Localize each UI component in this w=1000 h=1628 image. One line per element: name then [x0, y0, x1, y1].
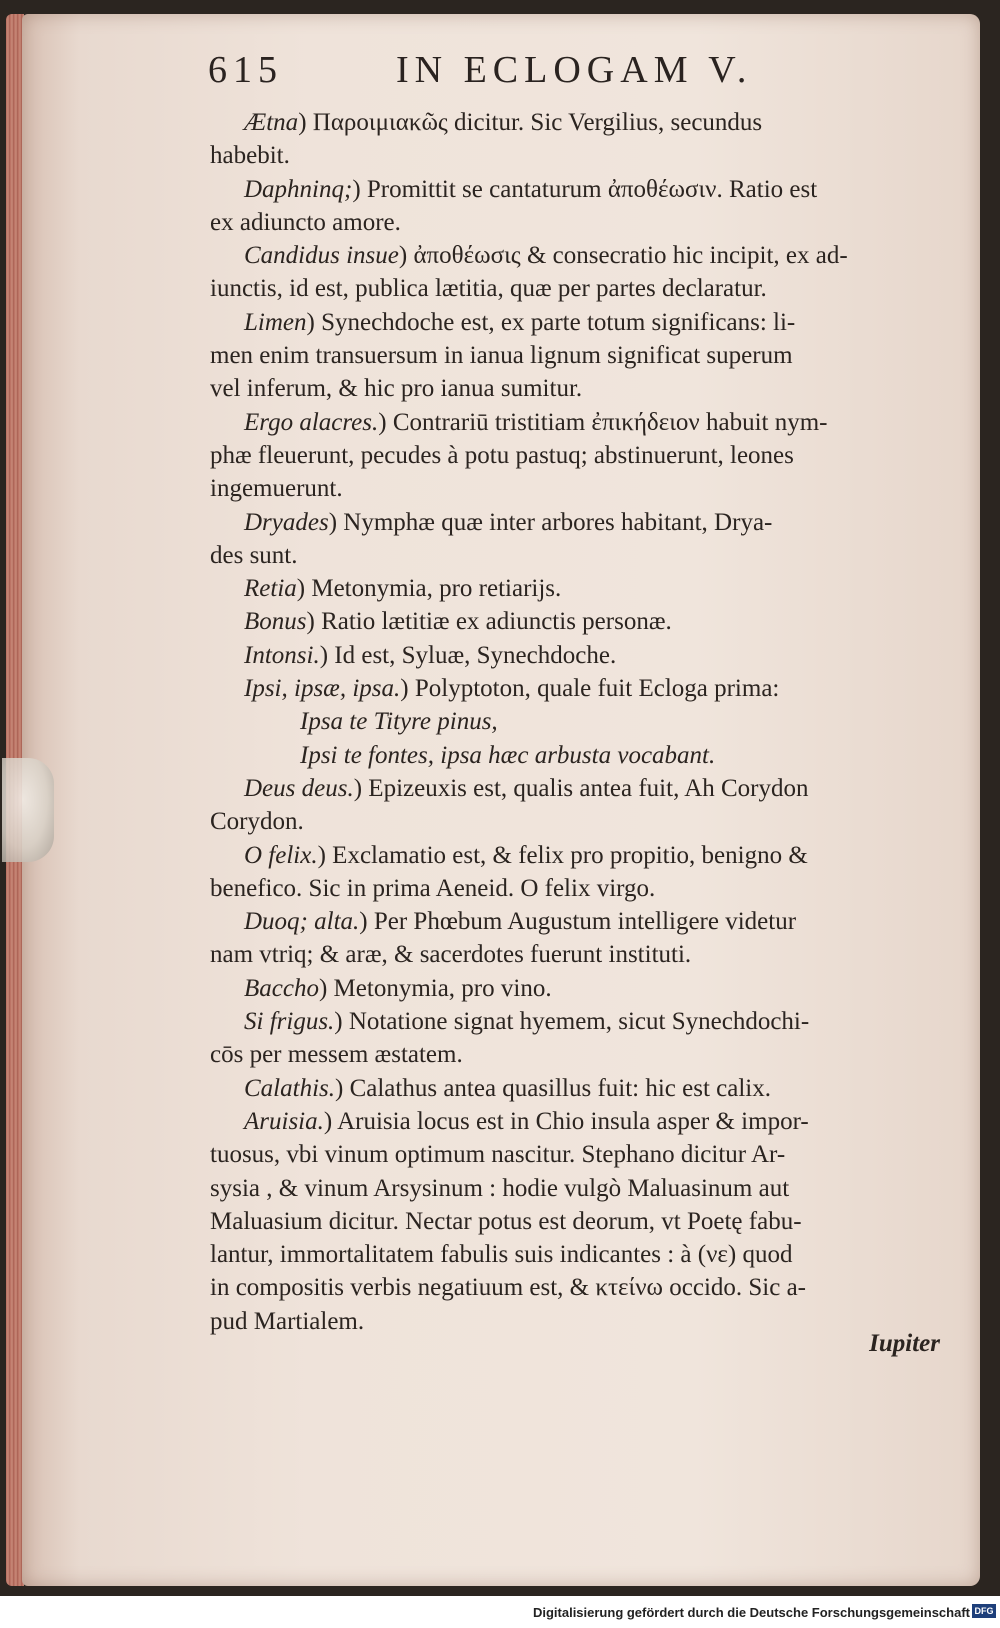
lemma: Si frigus.	[244, 1008, 335, 1036]
lemma: Calathis.	[244, 1074, 335, 1102]
line-text: Corydon.	[210, 808, 304, 836]
line-text: des sunt.	[210, 541, 298, 569]
line-text: iunctis, id est, publica lætitia, quæ per partes declaratur.	[210, 275, 767, 303]
lemma: Daphninq;	[244, 175, 353, 203]
lemma: Intonsi.	[244, 641, 320, 669]
text-line	[210, 572, 960, 605]
line-text: tuosus, vbi vinum optimum nascitur. Stephano dicitur Ar-	[210, 1141, 786, 1169]
line-text: ) Exclamatio est, & felix pro propitio, benigno &	[317, 841, 808, 869]
text-line	[210, 406, 960, 439]
folio-number: 615	[208, 49, 283, 91]
text-line	[210, 272, 960, 305]
text-line	[210, 839, 960, 872]
lemma: Ætna	[244, 109, 299, 136]
line-text: ) Per Phœbum Augustum intelligere videtur	[359, 908, 797, 936]
text-line	[210, 306, 960, 339]
line-text: lantur, immortalitatem fabulis suis indicantes : à (νε) quod	[210, 1241, 793, 1269]
lemma: Candidus insue	[244, 242, 399, 270]
text-line	[210, 1238, 960, 1271]
text-line	[210, 1105, 960, 1138]
line-text: ) ἀποθέωσις & consecratio hic incipit, ex ad-	[398, 242, 848, 270]
text-line	[210, 872, 960, 905]
catchword: Iupiter	[869, 1330, 940, 1357]
text-line	[210, 905, 960, 938]
line-text: ) Contrariū tristitiam ἐπικήδειον habuit nym-	[378, 408, 828, 436]
text-line	[210, 805, 960, 838]
commentary-text	[210, 106, 960, 1338]
text-line	[210, 1172, 960, 1205]
lemma: Duoq; alta.	[244, 908, 360, 936]
lemma: Deus deus.	[244, 774, 354, 802]
page-clip	[2, 758, 54, 862]
text-line	[210, 539, 960, 572]
text-line	[210, 1205, 960, 1238]
line-text: ) Notatione signat hyemem, sicut Synechdochi-	[334, 1008, 810, 1036]
text-line	[210, 139, 960, 172]
text-line	[210, 1072, 960, 1105]
text-line	[210, 1271, 960, 1304]
line-text: ) Epizeuxis est, qualis antea fuit, Ah Corydon	[353, 774, 809, 802]
text-line	[210, 506, 960, 539]
text-line	[210, 206, 960, 239]
lemma: Ergo alacres.	[244, 408, 379, 436]
text-line	[210, 472, 960, 505]
text-line	[210, 672, 960, 705]
line-text: ) Παροιμιακῶς dicitur. Sic Vergilius, secundus	[298, 109, 763, 136]
lemma: Bonus	[244, 608, 307, 636]
line-text: in compositis verbis negatiuum est, & κτείνω occido. Sic a-	[210, 1274, 807, 1302]
text-line	[210, 1005, 960, 1038]
digitization-footer	[0, 1596, 1000, 1628]
line-text: ) Metonymia, pro retiarijs.	[296, 575, 562, 603]
line-text: Maluasium dicitur. Nectar potus est deorum, vt Poetę fabu-	[210, 1207, 802, 1235]
lemma: Baccho	[244, 974, 319, 1002]
line-text: benefico. Sic in prima Aeneid. O felix virgo.	[210, 874, 656, 902]
text-line	[210, 1305, 960, 1338]
text-line	[210, 339, 960, 372]
lemma: Ipsa te Tityre pinus,	[300, 708, 498, 736]
dfg-logo-icon: DFG	[972, 1604, 996, 1618]
line-text: ex adiuncto amore.	[210, 208, 401, 236]
lemma: Dryades	[244, 508, 329, 536]
text-line	[210, 639, 960, 672]
text-line	[210, 439, 960, 472]
line-text: vel inferum, & hic pro ianua sumitur.	[210, 375, 583, 403]
footer-credit: Digitalisierung gefördert durch die Deutsche Forschungsgemeinschaft	[532, 1605, 970, 1620]
text-line	[210, 772, 960, 805]
line-text: ) Calathus antea quasillus fuit: hic est calix.	[335, 1074, 771, 1102]
lemma: Ipsi, ipsæ, ipsa.	[244, 675, 401, 703]
line-text: cōs per messem æstatem.	[210, 1041, 463, 1069]
text-line	[210, 173, 960, 206]
line-text: ) Nymphæ quæ inter arbores habitant, Drya-	[328, 508, 773, 536]
lemma: Retia	[244, 575, 297, 603]
lemma: O felix.	[244, 841, 318, 869]
line-text: sysia , & vinum Arsysinum : hodie vulgò Maluasinum aut	[210, 1174, 790, 1202]
text-line	[210, 106, 960, 139]
line-text: ) Aruisia locus est in Chio insula asper & impor-	[323, 1107, 809, 1135]
line-text: pud Martialem.	[210, 1307, 365, 1335]
line-text: nam vtriq; & aræ, & sacerdotes fuerunt instituti.	[210, 941, 692, 969]
text-line	[210, 705, 960, 738]
line-text: ) Ratio lætitiæ ex adiunctis personæ.	[306, 608, 672, 636]
text-line	[210, 972, 960, 1005]
line-text: ) Promittit se cantaturum ἀποθέωσιν. Ratio est	[352, 175, 818, 203]
text-line	[210, 605, 960, 638]
line-text: men enim transuersum in ianua lignum significat superum	[210, 342, 793, 370]
lemma: Limen	[244, 308, 307, 336]
text-line	[210, 938, 960, 971]
line-text: ) Polyptoton, quale fuit Ecloga prima:	[400, 675, 780, 703]
line-text: habebit.	[210, 142, 290, 170]
line-text: ) Metonymia, pro vino.	[318, 974, 552, 1002]
lemma: Aruisia.	[244, 1107, 324, 1135]
text-line	[210, 739, 960, 772]
text-line	[210, 1038, 960, 1071]
text-line	[210, 239, 960, 272]
lemma: Ipsi te fontes, ipsa hæc arbusta vocabant.	[300, 741, 716, 769]
line-text: phæ fleuerunt, pecudes à potu pastuq; abstinuerunt, leones	[210, 441, 794, 469]
text-line	[210, 1138, 960, 1171]
running-title: IN ECLOGAM V.	[396, 49, 753, 91]
line-text: ) Id est, Syluæ, Synechdoche.	[319, 641, 617, 669]
text-line	[210, 372, 960, 405]
line-text: ) Synechdoche est, ex parte totum significans: li-	[306, 308, 796, 336]
line-text: ingemuerunt.	[210, 475, 343, 503]
page-header	[208, 48, 948, 98]
